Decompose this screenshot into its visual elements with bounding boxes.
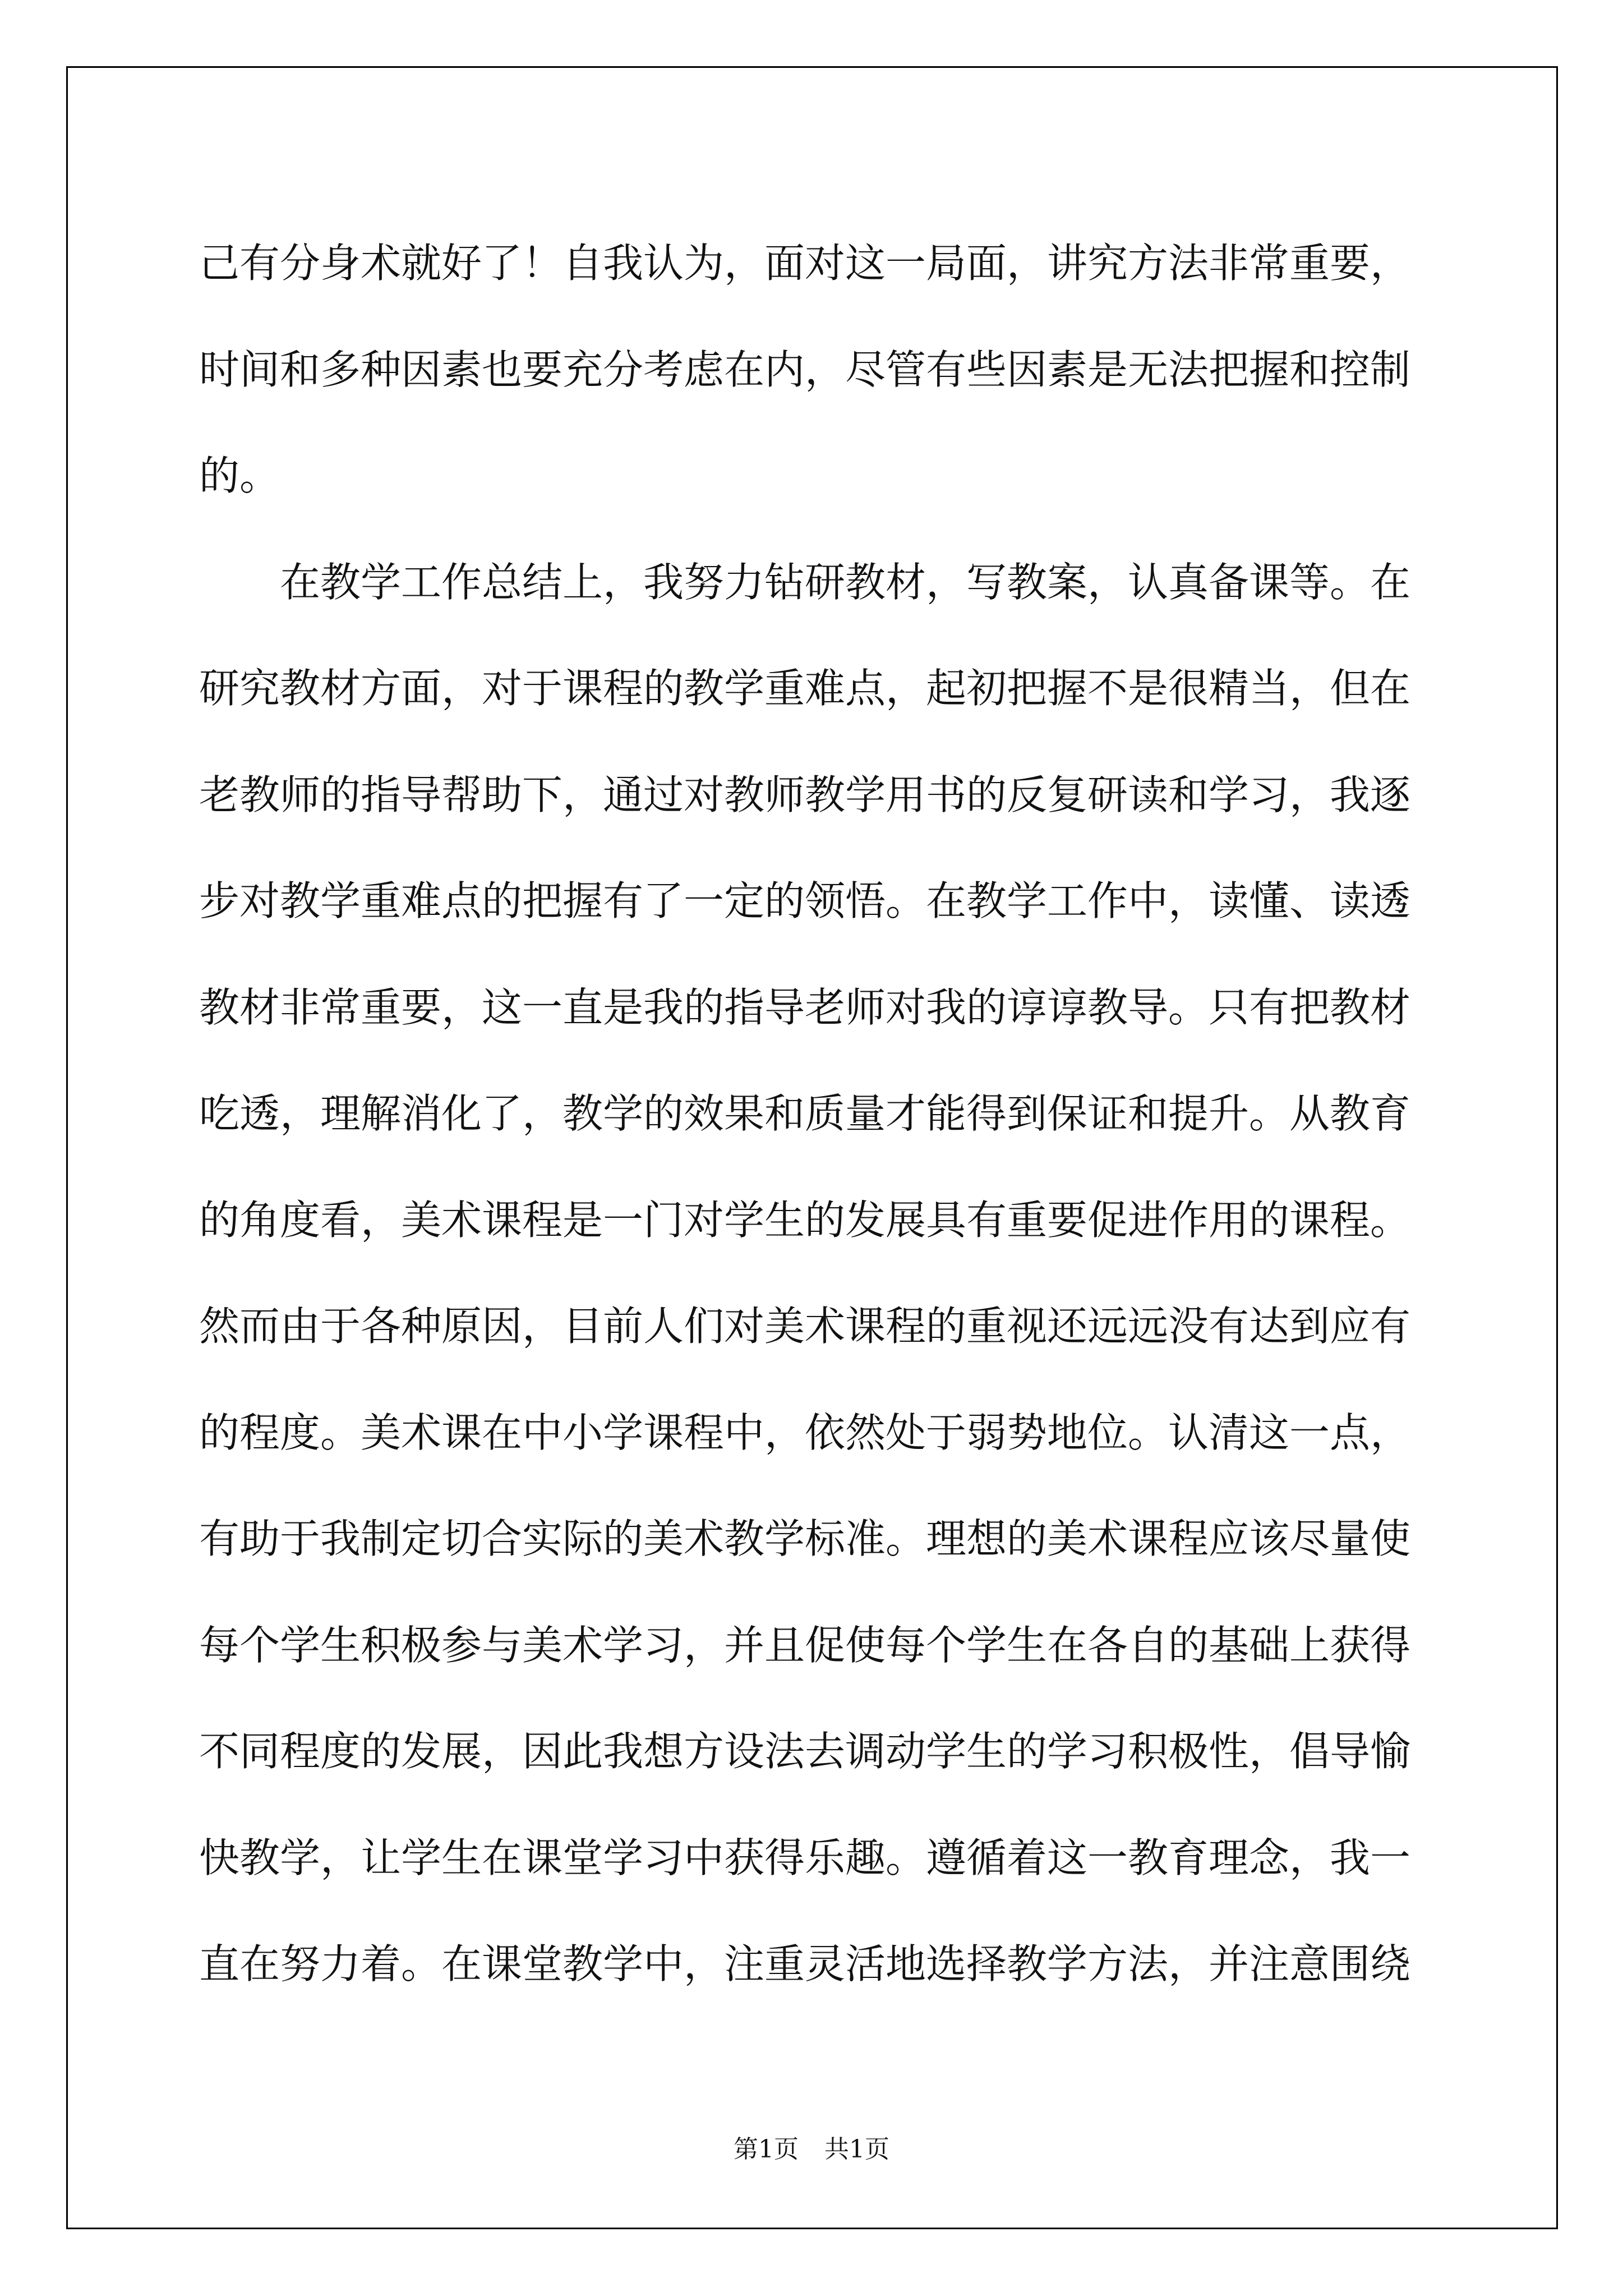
text-line: 然而由于各种原因，目前人们对美术课程的重视还远远没有达到应有 <box>199 1303 1411 1350</box>
paragraph-first-line: 在教学工作总结上，我努力钻研教材，写教案，认真备课等。在 <box>280 558 1411 606</box>
text-line: 研究教材方面，对于课程的教学重难点，起初把握不是很精当，但在 <box>199 665 1411 712</box>
page-number: 第1页 <box>734 2135 799 2164</box>
text-line: 的程度。美术课在中小学课程中，依然处于弱势地位。认清这一点， <box>199 1409 1411 1456</box>
text-line: 直在努力着。在课堂教学中，注重灵活地选择教学方法，并注意围绕 <box>199 1940 1411 1987</box>
text-line: 己有分身术就好了！自我认为，面对这一局面，讲究方法非常重要， <box>199 240 1411 287</box>
text-line: 的。 <box>199 452 280 499</box>
text-line: 老教师的指导帮助下，通过对教师教学用书的反复研读和学习，我逐 <box>199 771 1411 818</box>
text-line: 有助于我制定切合实际的美术教学标准。理想的美术课程应该尽量使 <box>199 1515 1411 1562</box>
page-total: 共1页 <box>824 2135 889 2164</box>
text-line: 教材非常重要，这一直是我的指导老师对我的谆谆教导。只有把教材 <box>199 983 1411 1031</box>
document-body <box>199 210 1422 2018</box>
text-line: 快教学，让学生在课堂学习中获得乐趣。遵循着这一教育理念，我一 <box>199 1834 1411 1881</box>
text-line: 不同程度的发展，因此我想方设法去调动学生的学习积极性，倡导愉 <box>199 1728 1411 1775</box>
text-line: 步对教学重难点的把握有了一定的领悟。在教学工作中，读懂、读透 <box>199 877 1411 924</box>
text-line: 的角度看，美术课程是一门对学生的发展具有重要促进作用的课程。 <box>199 1196 1411 1244</box>
text-line: 每个学生积极参与美术学习，并且促使每个学生在各自的基础上获得 <box>199 1621 1411 1669</box>
text-line: 吃透，理解消化了，教学的效果和质量才能得到保证和提升。从教育 <box>199 1090 1411 1137</box>
text-line: 时间和多种因素也要充分考虑在内，尽管有些因素是无法把握和控制 <box>199 346 1411 393</box>
page-footer <box>0 2129 1623 2165</box>
